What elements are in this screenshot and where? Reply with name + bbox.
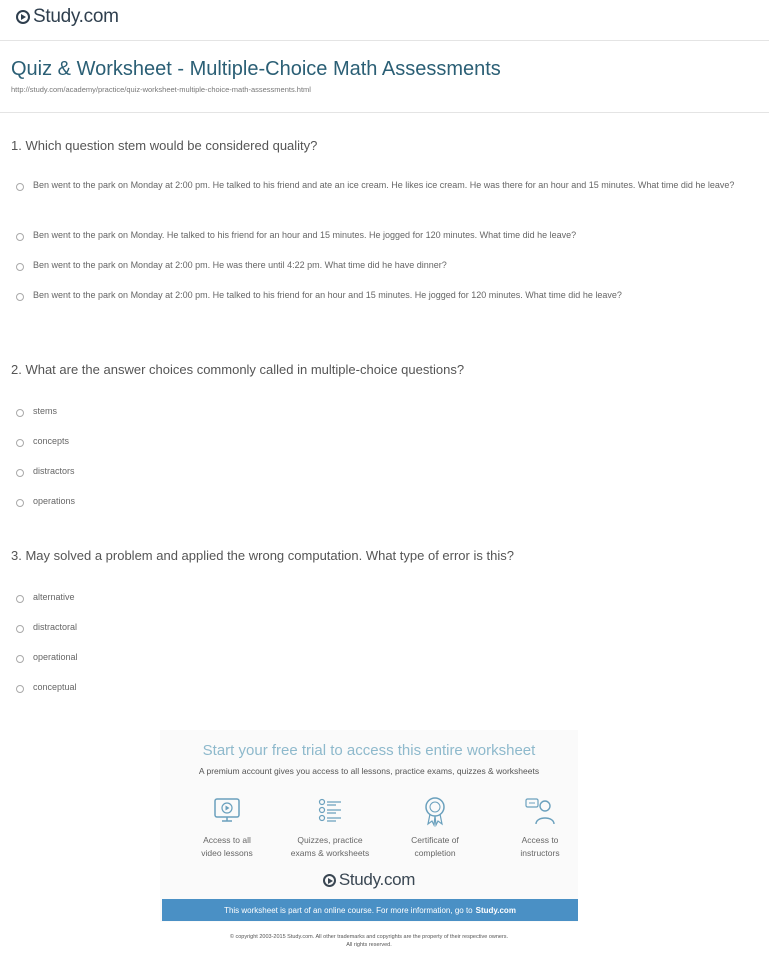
choice-label: distractors — [33, 466, 75, 476]
radio-button[interactable] — [16, 499, 24, 507]
q3-choice-a[interactable] — [16, 592, 756, 606]
feature-instructors — [490, 794, 590, 860]
title-divider — [0, 112, 769, 113]
choice-label: operations — [33, 496, 76, 506]
radio-button[interactable] — [16, 439, 24, 447]
radio-button[interactable] — [16, 625, 24, 633]
page-url: http://study.com/academy/practice/quiz-worksheet-multiple-choice-math-assessments.html — [11, 85, 311, 94]
q1-choice-a[interactable] — [16, 180, 756, 194]
promo-subtitle: A premium account gives you access to all lessons, practice exams, quizzes & worksheets — [198, 766, 540, 776]
feature-quizzes — [280, 794, 380, 860]
radio-button[interactable] — [16, 409, 24, 417]
feature-label: Access to instructors — [520, 835, 560, 858]
logo-text: Study.com — [338, 870, 416, 889]
q2-choice-a[interactable] — [16, 406, 756, 420]
feature-video-lessons — [177, 794, 277, 860]
feature-label: Certificate of completion — [411, 835, 459, 858]
feature-label: Quizzes, practice exams & worksheets — [290, 835, 370, 858]
radio-button[interactable] — [16, 685, 24, 693]
copyright-notice — [160, 933, 578, 949]
question-2: 2. What are the answer choices commonly called in multiple-choice questions? — [11, 362, 465, 377]
q1-choice-d[interactable] — [16, 290, 756, 304]
choice-label: Ben went to the park on Monday at 2:00 pm. He talked to his friend for an hour and 15 minutes. He jogged for 120 minutes. What time did he leave? — [33, 290, 622, 300]
q3-choice-c[interactable] — [16, 652, 756, 666]
page-title: Quiz & Worksheet - Multiple-Choice Math Assessments — [11, 58, 501, 80]
radio-button[interactable] — [16, 233, 24, 241]
choice-label: distractoral — [33, 622, 78, 632]
question-1: 1. Which question stem would be considered quality? — [11, 138, 318, 153]
quiz-list-icon — [313, 794, 347, 828]
play-circle-icon — [323, 874, 336, 887]
radio-button[interactable] — [16, 595, 24, 603]
study-logo[interactable] — [16, 6, 119, 28]
promo-title: Start your free trial to access this entire worksheet — [202, 742, 536, 759]
choice-label: concepts — [33, 436, 70, 446]
banner-text: This worksheet is part of an online course. For more information, go to — [224, 905, 473, 915]
q2-choice-b[interactable] — [16, 436, 756, 450]
question-3: 3. May solved a problem and applied the wrong computation. What type of error is this? — [11, 548, 514, 563]
q2-choice-d[interactable] — [16, 496, 756, 510]
play-circle-icon — [16, 10, 30, 24]
promo-study-logo[interactable] — [160, 870, 578, 890]
course-info-banner[interactable] — [162, 899, 578, 921]
radio-button[interactable] — [16, 293, 24, 301]
free-trial-promo — [160, 730, 578, 922]
logo-text: Study.com — [33, 6, 119, 27]
banner-link[interactable]: Study.com — [475, 905, 516, 915]
choice-label: conceptual — [33, 682, 77, 692]
feature-certificate — [385, 794, 485, 860]
choice-label: Ben went to the park on Monday at 2:00 pm. He was there until 4:22 pm. What time did he have dinner? — [33, 260, 447, 270]
q1-choice-b[interactable] — [16, 230, 756, 244]
q1-choice-c[interactable] — [16, 260, 756, 274]
video-lesson-icon — [210, 794, 244, 828]
certificate-icon — [418, 794, 452, 828]
feature-label: Access to all video lessons — [201, 835, 253, 858]
choice-label: operational — [33, 652, 78, 662]
q2-choice-c[interactable] — [16, 466, 756, 480]
radio-button[interactable] — [16, 183, 24, 191]
copyright-line: All rights reserved. — [346, 942, 392, 948]
q3-choice-b[interactable] — [16, 622, 756, 636]
choice-label: stems — [33, 406, 58, 416]
instructor-icon — [523, 794, 557, 828]
choice-label: alternative — [33, 592, 75, 602]
copyright-line: © copyright 2003-2015 Study.com. All other trademarks and copyrights are the property of their respective owners. — [229, 934, 509, 940]
radio-button[interactable] — [16, 655, 24, 663]
radio-button[interactable] — [16, 469, 24, 477]
choice-label: Ben went to the park on Monday at 2:00 pm. He talked to his friend and ate an ice cream. He likes ice cream. He was there for an hour and 15 minutes. What time did he leave? — [33, 180, 735, 190]
choice-label: Ben went to the park on Monday. He talked to his friend for an hour and 15 minutes. He jogged for 120 minutes. What time did he leave? — [33, 230, 577, 240]
radio-button[interactable] — [16, 263, 24, 271]
header-divider — [0, 40, 769, 41]
q3-choice-d[interactable] — [16, 682, 756, 696]
